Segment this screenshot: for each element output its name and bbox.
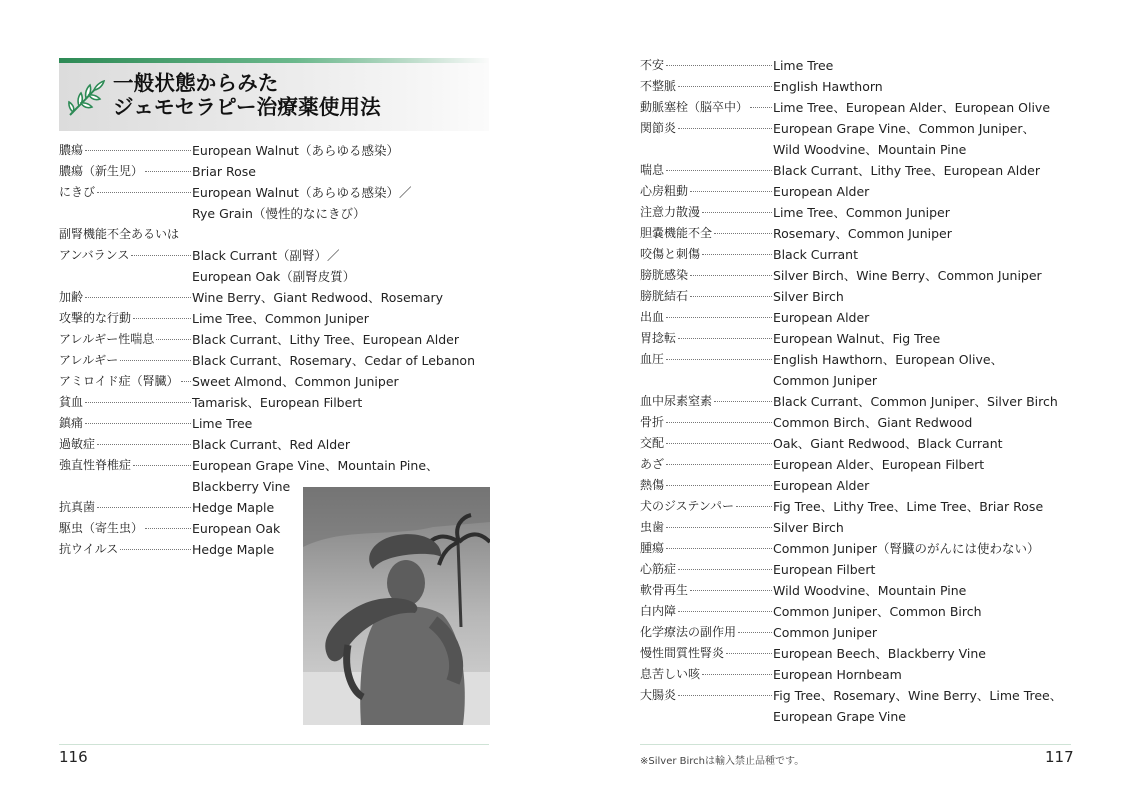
- condition-label: 化学療法の副作用: [640, 625, 737, 639]
- condition-term: [640, 412, 773, 433]
- remedy-list-right: [640, 55, 1062, 727]
- remedy-line: Hedge Maple: [192, 542, 275, 557]
- remedy-description: [192, 413, 252, 434]
- condition-label: にきび: [59, 185, 96, 199]
- remedy-description: [773, 160, 1040, 181]
- remedy-entry: [59, 308, 475, 329]
- dot-leader: [131, 254, 191, 256]
- remedy-entry: [640, 622, 1062, 643]
- dot-leader: [678, 85, 772, 87]
- condition-label: アレルギー性喘息: [59, 332, 155, 346]
- condition-term: [640, 223, 773, 244]
- title-accent-line: [59, 58, 489, 63]
- condition-label: 鎮痛: [59, 416, 84, 430]
- footer-rule: [59, 744, 489, 745]
- remedy-entry: [640, 328, 1062, 349]
- condition-label: 動脈塞栓（脳卒中）: [640, 100, 749, 114]
- remedy-line: Silver Birch、Wine Berry、Common Juniper: [773, 268, 1042, 283]
- remedy-description: [773, 181, 869, 202]
- condition-term: [59, 350, 192, 371]
- condition-term: [640, 118, 773, 139]
- remedy-line: European Alder: [773, 184, 870, 199]
- remedy-entry: [640, 307, 1062, 328]
- dot-leader: [678, 694, 772, 696]
- condition-term: [640, 622, 773, 643]
- dot-leader: [666, 526, 772, 528]
- remedy-description: [773, 97, 1050, 118]
- remedy-line: Black Currant、Lithy Tree、European Alder: [192, 332, 459, 347]
- dot-leader: [678, 610, 772, 612]
- remedy-entry: [59, 140, 475, 161]
- remedy-description: [773, 643, 986, 664]
- dot-leader: [666, 358, 772, 360]
- remedy-description: [192, 371, 399, 392]
- section-title-line: 一般状態からみた: [113, 71, 279, 95]
- remedy-description: [192, 350, 475, 371]
- remedy-entry: [59, 287, 475, 308]
- remedy-line: Black Currant（副腎）／: [192, 248, 340, 263]
- condition-label: 軟骨再生: [640, 583, 689, 597]
- condition-term: [640, 265, 773, 286]
- remedy-entry: [640, 286, 1062, 307]
- dot-leader: [156, 338, 191, 340]
- condition-term: [640, 454, 773, 475]
- remedy-description: [773, 286, 844, 307]
- condition-term: [640, 517, 773, 538]
- condition-label: 血中尿素窒素: [640, 394, 713, 408]
- remedy-line: Hedge Maple: [192, 500, 275, 515]
- dot-leader: [145, 527, 191, 529]
- dot-leader: [145, 170, 191, 172]
- remedy-line: Rosemary、Common Juniper: [773, 226, 952, 241]
- remedy-line: Wild Woodvine、Mountain Pine: [773, 583, 967, 598]
- remedy-line: Rye Grain（慢性的なにきび）: [192, 206, 366, 221]
- dot-leader: [738, 631, 772, 633]
- dot-leader: [666, 463, 772, 465]
- condition-term: [59, 413, 192, 434]
- condition-term: [640, 55, 773, 76]
- remedy-description: [773, 307, 869, 328]
- remedy-entry: [59, 329, 475, 350]
- condition-term: [640, 496, 773, 517]
- dot-leader: [714, 400, 772, 402]
- condition-label: 加齢: [59, 290, 84, 304]
- dot-leader: [666, 484, 772, 486]
- remedy-line: Wine Berry、Giant Redwood、Rosemary: [192, 290, 444, 305]
- dot-leader: [120, 548, 191, 550]
- remedy-description: [773, 580, 966, 601]
- remedy-line: Sweet Almond、Common Juniper: [192, 374, 399, 389]
- remedy-entry: [59, 161, 475, 182]
- condition-term: [640, 307, 773, 328]
- remedy-description: [773, 412, 972, 433]
- remedy-line: European Oak（副腎皮質）: [192, 269, 356, 284]
- remedy-entry: [640, 118, 1062, 160]
- remedy-line: Common Juniper（腎臓のがんには使わない）: [773, 541, 1040, 556]
- remedy-entry: [640, 160, 1062, 181]
- remedy-entry: [59, 224, 475, 245]
- condition-term: [640, 475, 773, 496]
- remedy-entry: [640, 685, 1062, 727]
- remedy-line: Common Juniper、Common Birch: [773, 604, 982, 619]
- remedy-description: [773, 496, 1043, 517]
- condition-label: 抗真菌: [59, 500, 96, 514]
- remedy-line: Silver Birch: [773, 520, 844, 535]
- footer-rule: [640, 744, 1071, 745]
- remedy-description: [773, 475, 869, 496]
- remedy-line: Black Currant、Rosemary、Cedar of Lebanon: [192, 353, 476, 368]
- condition-term: [59, 392, 192, 413]
- condition-label: あざ: [640, 457, 665, 471]
- dot-leader: [97, 191, 191, 193]
- remedy-entry: [640, 244, 1062, 265]
- dot-leader: [666, 421, 772, 423]
- remedy-entry: [640, 202, 1062, 223]
- condition-label: 胃捻転: [640, 331, 677, 345]
- dot-leader: [678, 568, 772, 570]
- remedy-line: Lime Tree、Common Juniper: [773, 205, 950, 220]
- leaf-sprig-icon: [64, 77, 106, 119]
- condition-term: [640, 601, 773, 622]
- condition-label: アンバランス: [59, 248, 130, 262]
- dot-leader: [133, 317, 191, 319]
- remedy-line: European Grape Vine、Mountain Pine、: [192, 458, 439, 473]
- remedy-line: European Filbert: [773, 562, 876, 577]
- remedy-entry: [640, 412, 1062, 433]
- remedy-description: [192, 161, 256, 182]
- remedy-line: European Grape Vine: [773, 709, 906, 724]
- condition-label: 喘息: [640, 163, 665, 177]
- dot-leader: [726, 652, 772, 654]
- remedy-line: Common Juniper: [773, 625, 878, 640]
- remedy-entry: [640, 349, 1062, 391]
- remedy-description: [192, 182, 411, 224]
- condition-term: [640, 643, 773, 664]
- dot-leader: [690, 274, 772, 276]
- remedy-description: [773, 559, 875, 580]
- remedy-line: European Oak: [192, 521, 281, 536]
- remedy-description: [773, 76, 883, 97]
- condition-label: 不安: [640, 58, 665, 72]
- remedy-description: [192, 434, 350, 455]
- dot-leader: [750, 106, 772, 108]
- remedy-description: [192, 287, 443, 308]
- dot-leader: [85, 422, 191, 424]
- remedy-line: European Walnut、Fig Tree: [773, 331, 941, 346]
- remedy-entry: [59, 434, 475, 455]
- condition-term: [59, 497, 192, 518]
- remedy-entry: [640, 76, 1062, 97]
- section-title: [113, 71, 381, 119]
- condition-label: 犬のジステンパー: [640, 499, 734, 513]
- remedy-description: [773, 202, 950, 223]
- condition-term: [59, 518, 192, 539]
- condition-label: 膀胱感染: [640, 268, 689, 282]
- remedy-line: Common Birch、Giant Redwood: [773, 415, 973, 430]
- remedy-entry: [640, 580, 1062, 601]
- dot-leader: [666, 442, 772, 444]
- condition-label: 膀胱結石: [640, 289, 689, 303]
- remedy-line: European Walnut（あらゆる感染）／: [192, 185, 412, 200]
- remedy-line: English Hawthorn: [773, 79, 883, 94]
- remedy-entry: [640, 643, 1062, 664]
- dot-leader: [690, 589, 772, 591]
- condition-label: 心房粗動: [640, 184, 689, 198]
- remedy-line: Lime Tree、Common Juniper: [192, 311, 369, 326]
- condition-label: 駆虫（寄生虫）: [59, 521, 144, 535]
- condition-label: 攻撃的な行動: [59, 311, 132, 325]
- condition-term: [59, 182, 192, 203]
- remedy-entry: [59, 392, 475, 413]
- condition-term: [640, 286, 773, 307]
- remedy-line: European Grape Vine、Common Juniper、: [773, 121, 1035, 136]
- remedy-line: Black Currant、Lithy Tree、European Alder: [773, 163, 1040, 178]
- remedy-line: Oak、Giant Redwood、Black Currant: [773, 436, 1003, 451]
- remedy-line: European Beech、Blackberry Vine: [773, 646, 987, 661]
- condition-term: [640, 349, 773, 370]
- remedy-entry: [640, 559, 1062, 580]
- dot-leader: [690, 190, 772, 192]
- dot-leader: [97, 443, 191, 445]
- remedy-entry: [640, 496, 1062, 517]
- condition-term: [640, 76, 773, 97]
- dot-leader: [666, 64, 772, 66]
- section-title-line: ジェモセラピー治療薬使用法: [113, 95, 381, 119]
- remedy-entry: [59, 245, 475, 287]
- remedy-line: English Hawthorn、European Olive、: [773, 352, 1004, 367]
- condition-label: 咬傷と刺傷: [640, 247, 701, 261]
- remedy-description: [773, 265, 1042, 286]
- remedy-entry: [640, 97, 1062, 118]
- dot-leader: [678, 337, 772, 339]
- man-holding-iguana-photo: [303, 487, 490, 725]
- remedy-description: [192, 497, 274, 518]
- remedy-line: Black Currant、Red Alder: [192, 437, 350, 452]
- condition-term: [640, 580, 773, 601]
- condition-term: [59, 308, 192, 329]
- remedy-description: [192, 308, 369, 329]
- remedy-entry: [640, 517, 1062, 538]
- condition-label: 腫瘍: [640, 541, 665, 555]
- condition-label: 不整脈: [640, 79, 677, 93]
- condition-term: [640, 328, 773, 349]
- condition-label: 出血: [640, 310, 665, 324]
- dot-leader: [133, 464, 191, 466]
- remedy-description: [773, 538, 1040, 559]
- dot-leader: [736, 505, 772, 507]
- remedy-line: European Walnut（あらゆる感染）: [192, 143, 399, 158]
- condition-term: [640, 244, 773, 265]
- dot-leader: [666, 316, 772, 318]
- remedy-entry: [640, 55, 1062, 76]
- remedy-entry: [640, 475, 1062, 496]
- condition-label: 副腎機能不全あるいは: [59, 227, 180, 241]
- remedy-description: [192, 518, 280, 539]
- remedy-entry: [640, 454, 1062, 475]
- condition-term: [640, 97, 773, 118]
- remedy-entry: [640, 223, 1062, 244]
- remedy-description: [773, 223, 952, 244]
- remedy-line: European Alder: [773, 478, 870, 493]
- condition-label: 虫歯: [640, 520, 665, 534]
- condition-term: [59, 140, 192, 161]
- condition-label: 胆嚢機能不全: [640, 226, 713, 240]
- remedy-line: Common Juniper: [773, 373, 878, 388]
- remedy-description: [192, 245, 355, 287]
- condition-label: 膿瘍: [59, 143, 84, 157]
- remedy-description: [773, 664, 902, 685]
- dot-leader: [85, 296, 191, 298]
- dot-leader: [666, 547, 772, 549]
- dot-leader: [666, 169, 772, 171]
- condition-term: [640, 181, 773, 202]
- remedy-entry: [640, 391, 1062, 412]
- remedy-entry: [640, 433, 1062, 454]
- dot-leader: [85, 149, 191, 151]
- condition-term: [59, 161, 192, 182]
- condition-label: 大腸炎: [640, 688, 677, 702]
- page-number: 117: [1045, 748, 1074, 766]
- remedy-entry: [59, 413, 475, 434]
- condition-term: [640, 160, 773, 181]
- remedy-line: Lime Tree: [773, 58, 834, 73]
- section-title-bar: [59, 58, 489, 131]
- condition-label: 慢性間質性腎炎: [640, 646, 725, 660]
- remedy-line: Black Currant: [773, 247, 858, 262]
- remedy-entry: [59, 371, 475, 392]
- dot-leader: [97, 506, 191, 508]
- condition-label: 骨折: [640, 415, 665, 429]
- condition-label: 貧血: [59, 395, 84, 409]
- condition-label: 息苦しい咳: [640, 667, 701, 681]
- dot-leader: [678, 127, 772, 129]
- remedy-description: [192, 140, 399, 161]
- condition-term: [59, 329, 192, 350]
- condition-term: [640, 685, 773, 706]
- remedy-description: [773, 328, 940, 349]
- condition-term: [59, 371, 192, 392]
- remedy-line: European Alder: [773, 310, 870, 325]
- dot-leader: [85, 401, 191, 403]
- dot-leader: [714, 232, 772, 234]
- dot-leader: [690, 295, 772, 297]
- remedy-description: [773, 433, 1003, 454]
- condition-term: [59, 434, 192, 455]
- remedy-entry: [640, 181, 1062, 202]
- condition-term: [640, 391, 773, 412]
- condition-term: [59, 224, 192, 245]
- remedy-description: [773, 454, 984, 475]
- remedy-line: Fig Tree、Lithy Tree、Lime Tree、Briar Rose: [773, 499, 1044, 514]
- condition-label: アミロイド症（腎臓）: [59, 374, 179, 388]
- condition-label: 注意力散漫: [640, 205, 701, 219]
- remedy-description: [773, 622, 877, 643]
- footnote: ※Silver Birchは輸入禁止品種です。: [640, 756, 805, 767]
- dot-leader: [702, 253, 772, 255]
- remedy-line: Lime Tree、European Alder、European Olive: [773, 100, 1051, 115]
- remedy-line: Tamarisk、European Filbert: [192, 395, 363, 410]
- remedy-entry: [640, 265, 1062, 286]
- condition-term: [640, 559, 773, 580]
- page-number: 116: [59, 748, 88, 766]
- remedy-description: [192, 392, 362, 413]
- condition-label: アレルギー: [59, 353, 119, 367]
- dot-leader: [181, 380, 191, 382]
- condition-term: [59, 539, 192, 560]
- remedy-description: [192, 539, 274, 560]
- remedy-description: [773, 517, 844, 538]
- remedy-line: Wild Woodvine、Mountain Pine: [773, 142, 967, 157]
- dot-leader: [702, 211, 772, 213]
- condition-label: 膿瘍（新生児）: [59, 164, 144, 178]
- remedy-line: Lime Tree: [192, 416, 253, 431]
- remedy-description: [192, 329, 459, 350]
- remedy-description: [773, 118, 1035, 160]
- condition-term: [59, 287, 192, 308]
- remedy-line: Briar Rose: [192, 164, 256, 179]
- remedy-description: [773, 685, 1062, 727]
- remedy-line: Black Currant、Common Juniper、Silver Birch: [773, 394, 1058, 409]
- remedy-description: [773, 601, 982, 622]
- remedy-line: European Hornbeam: [773, 667, 902, 682]
- condition-label: 血圧: [640, 352, 665, 366]
- condition-label: 関節炎: [640, 121, 677, 135]
- condition-label: 抗ウイルス: [59, 542, 119, 556]
- condition-label: 強直性脊椎症: [59, 458, 132, 472]
- remedy-entry: [640, 664, 1062, 685]
- remedy-description: [773, 55, 833, 76]
- remedy-entry: [59, 182, 475, 224]
- condition-label: 白内障: [640, 604, 677, 618]
- remedy-description: [773, 244, 858, 265]
- condition-term: [640, 202, 773, 223]
- condition-term: [59, 455, 192, 476]
- condition-term: [640, 538, 773, 559]
- remedy-entry: [59, 350, 475, 371]
- condition-label: 心筋症: [640, 562, 677, 576]
- remedy-entry: [640, 601, 1062, 622]
- condition-term: [59, 245, 192, 266]
- condition-label: 過敏症: [59, 437, 96, 451]
- dot-leader: [702, 673, 772, 675]
- remedy-description: [773, 391, 1058, 412]
- remedy-line: Blackberry Vine: [192, 479, 291, 494]
- remedy-line: European Alder、European Filbert: [773, 457, 985, 472]
- remedy-line: Fig Tree、Rosemary、Wine Berry、Lime Tree、: [773, 688, 1063, 703]
- remedy-description: [773, 349, 1003, 391]
- condition-term: [640, 433, 773, 454]
- condition-label: 交配: [640, 436, 665, 450]
- remedy-line: Silver Birch: [773, 289, 844, 304]
- condition-term: [640, 664, 773, 685]
- dot-leader: [120, 359, 191, 361]
- condition-label: 熱傷: [640, 478, 665, 492]
- remedy-entry: [640, 538, 1062, 559]
